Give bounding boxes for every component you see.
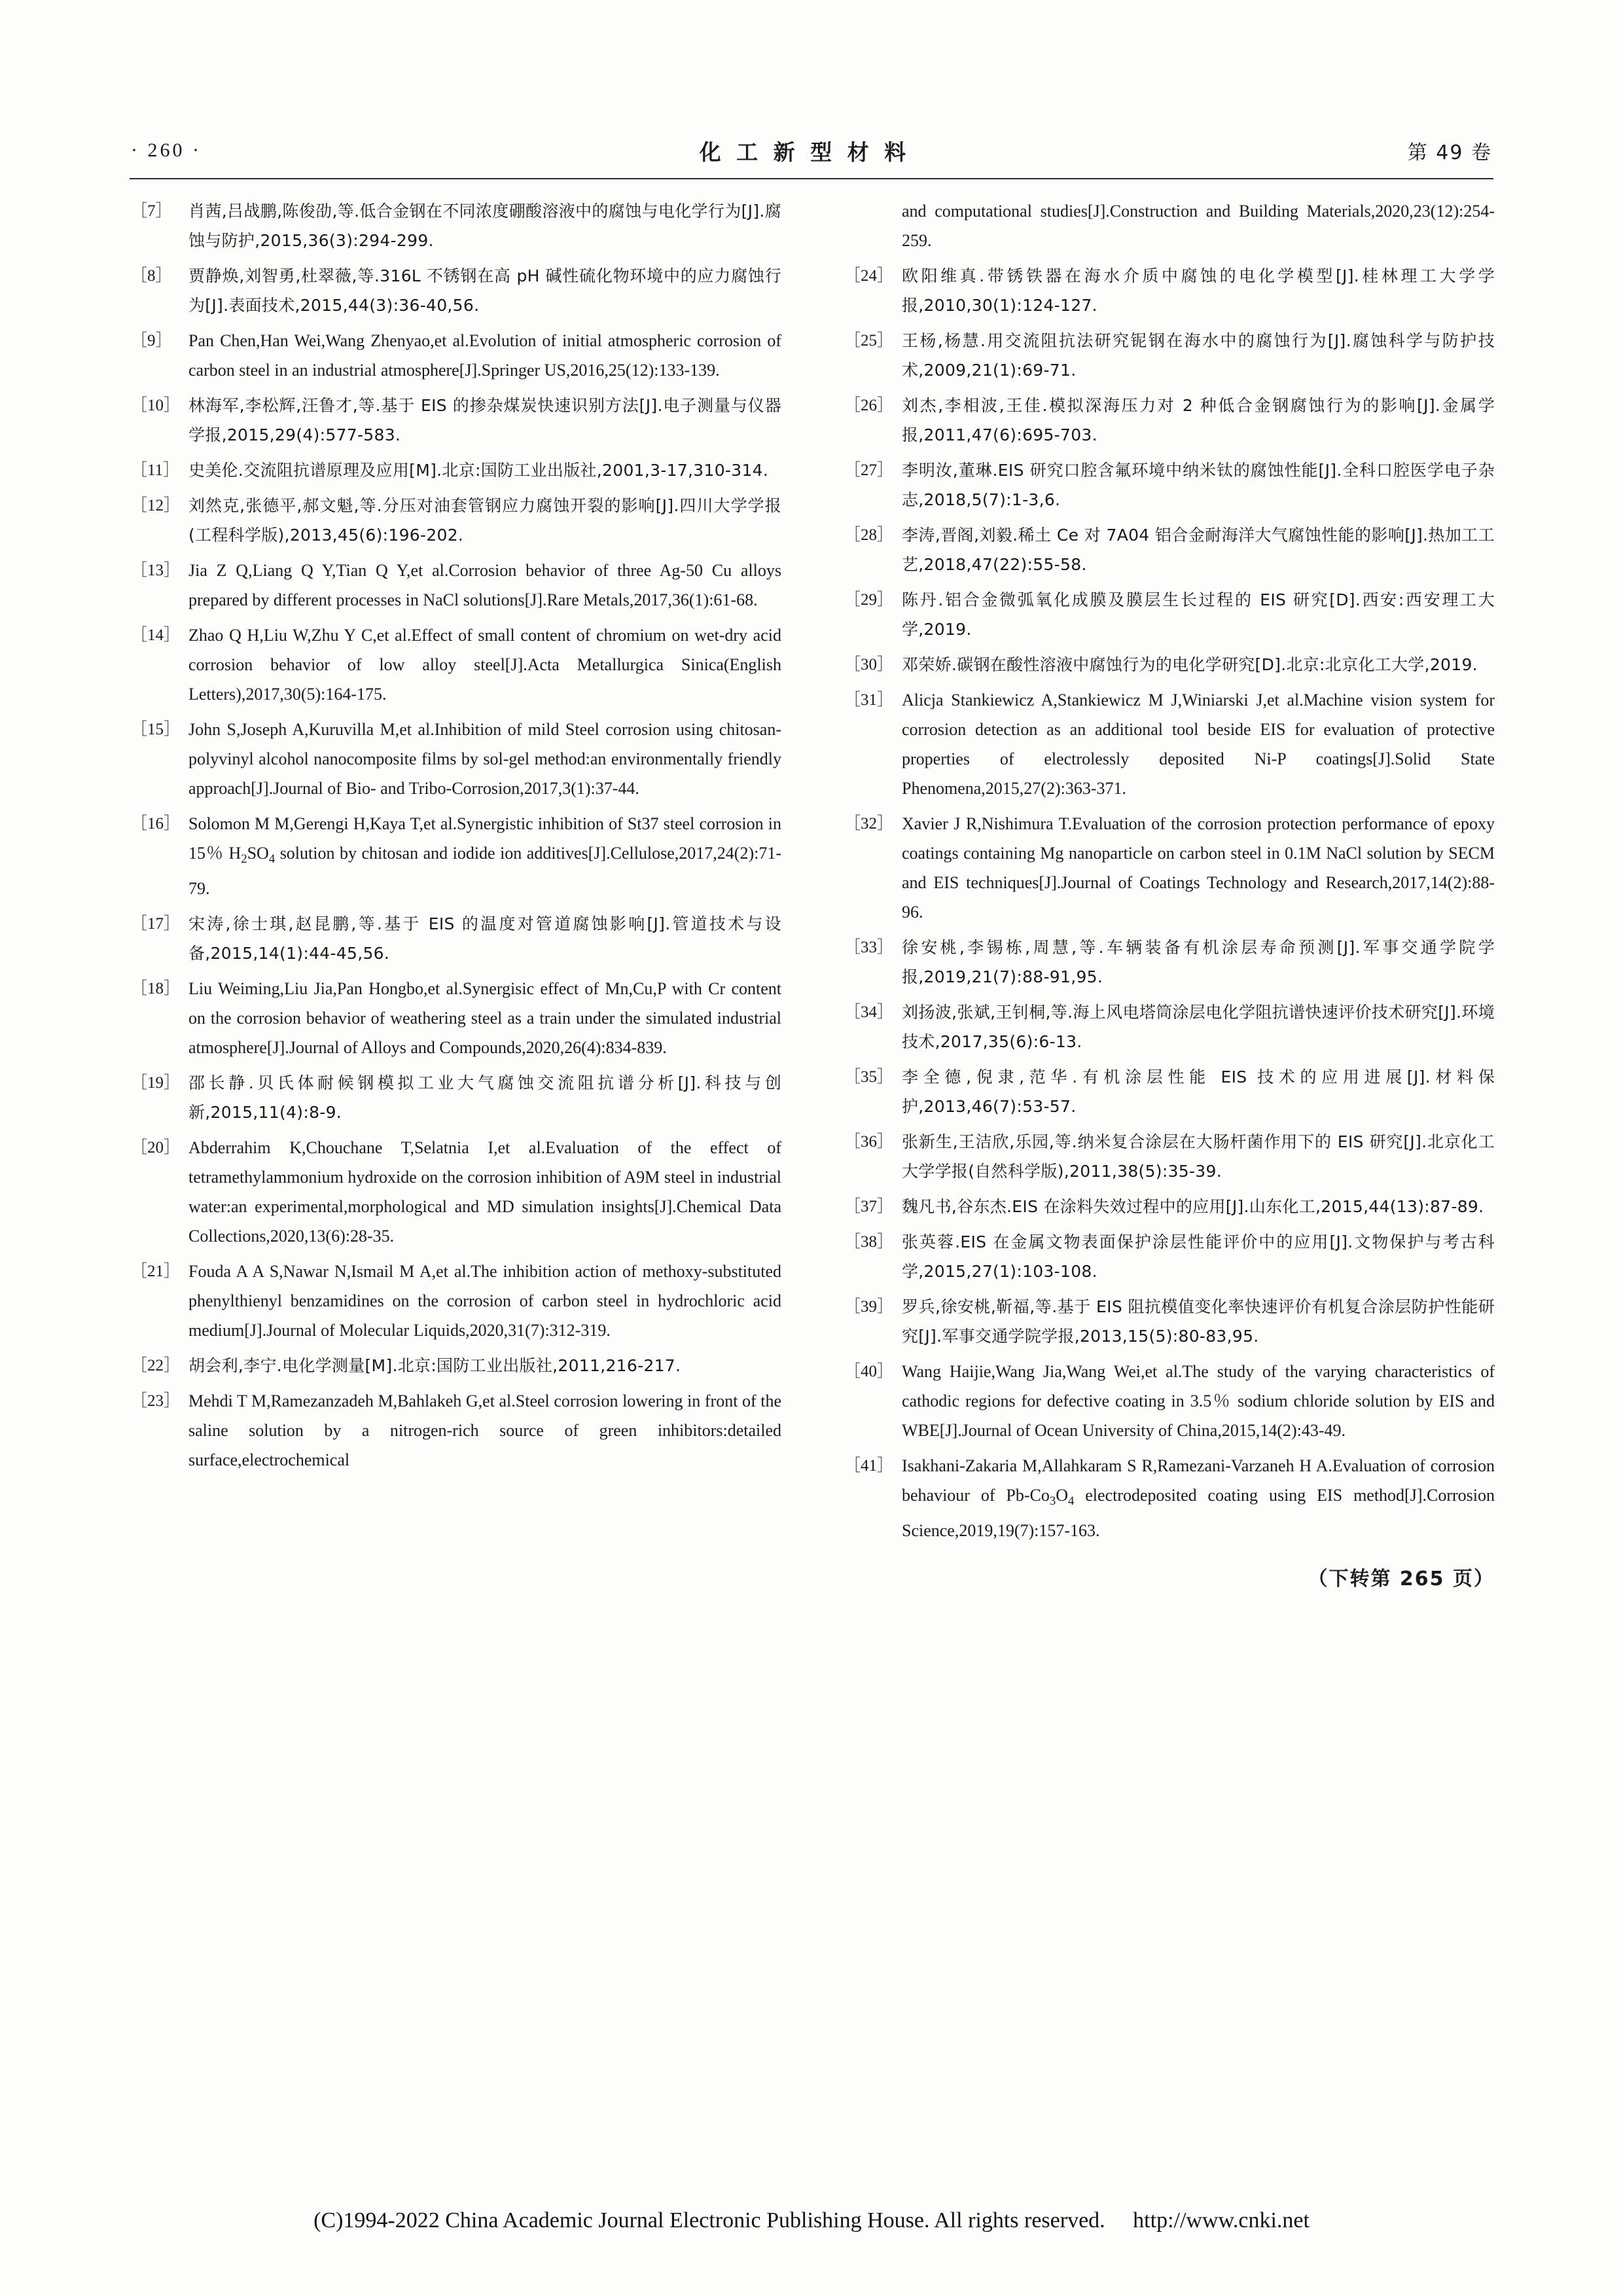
reference-text: 李明汝,董琳.EIS 研究口腔含氟环境中纳米钛的腐蚀性能[J].全科口腔医学电子杂志,2018,5(7):1-3,6. — [902, 461, 1495, 509]
footer — [0, 2208, 1623, 2233]
reference-number: ［14］ — [131, 626, 181, 644]
reference-number: ［11］ — [131, 461, 180, 479]
reference-number: ［23］ — [131, 1392, 181, 1410]
cnki-url[interactable]: http://www.cnki.net — [1133, 2208, 1310, 2233]
reference-text: 肖茜,吕战鹏,陈俊劭,等.低合金钢在不同浓度硼酸溶液中的腐蚀与电化学行为[J].腐蚀与防护,2015,36(3):294-299. — [188, 202, 781, 250]
reference-text: 王杨,杨慧.用交流阻抗法研究铌钢在海水中的腐蚀行为[J].腐蚀科学与防护技术,2009,21(1):69-71. — [902, 331, 1495, 380]
reference-number: ［26］ — [844, 397, 894, 414]
reference-entry — [131, 456, 781, 485]
reference-number: ［7］ — [131, 202, 172, 220]
reference-text: 罗兵,徐安桃,靳福,等.基于 EIS 阻抗模值变化率快速评价有机复合涂层防护性能研究[J].军事交通学院学报,2013,15(5):80-83,95. — [902, 1297, 1495, 1346]
reference-number: ［34］ — [844, 1003, 894, 1021]
reference-entry — [131, 909, 781, 968]
reference-entry — [844, 685, 1495, 803]
reference-text: Pan Chen,Han Wei,Wang Zhenyao,et al.Evolution of initial atmospheric corrosion of carbon steel in an industrial atmosphere[J].Springer US,2016,25(12):133-139. — [188, 331, 781, 380]
reference-entry — [131, 326, 781, 385]
reference-text: Wang Haijie,Wang Jia,Wang Wei,et al.The study of the varying characteristics of cathodic regions for defective coating in 3.5％ sodium chloride solution by EIS and WBE[J].Journal of Ocean University of China,2015,14(2):43-49. — [902, 1362, 1495, 1440]
reference-entry — [131, 1386, 781, 1475]
journal-title: 化 工 新 型 材 料 — [699, 139, 910, 165]
page-header — [131, 131, 1492, 170]
left-column — [131, 196, 781, 1591]
continuation-note: （下转第 265 页） — [1308, 1568, 1495, 1591]
reference-text: 贾静焕,刘智勇,杜翠薇,等.316L 不锈钢在高 pH 碱性硫化物环境中的应力腐蚀行为[J].表面技术,2015,44(3):36-40,56. — [188, 266, 781, 315]
page-number: · 260 · — [131, 139, 202, 161]
reference-entry — [131, 1351, 781, 1380]
reference-number: ［20］ — [131, 1139, 181, 1157]
reference-number: ［8］ — [131, 267, 172, 285]
reference-text: Alicja Stankiewicz A,Stankiewicz M J,Winiarski J,et al.Machine vision system for corrosion detection as an additional tool beside EIS for evaluation of protective properties of electrolessly deposited Ni-P coatings[J].Solid State Phenomena,2015,27(2):363-371. — [902, 691, 1495, 798]
right-column — [844, 196, 1495, 1591]
reference-text: 宋涛,徐士琪,赵昆鹏,等.基于 EIS 的温度对管道腐蚀影响[J].管道技术与设备,2015,14(1):44-45,56. — [188, 914, 781, 963]
reference-number: ［38］ — [844, 1233, 894, 1251]
reference-number: ［21］ — [131, 1263, 181, 1281]
reference-entry — [844, 520, 1495, 579]
reference-number: ［10］ — [131, 397, 181, 414]
reference-entry — [844, 1292, 1495, 1351]
reference-text: Solomon M M,Gerengi H,Kaya T,et al.Synergistic inhibition of St37 steel corrosion in 15％ $H_2SO_4$ solution by chitosan and iodide ion additives[J].Cellulose,2017,24(2):71-79. — [188, 814, 781, 899]
reference-number: ［15］ — [131, 721, 181, 738]
reference-number: ［35］ — [844, 1068, 894, 1086]
reference-text: 李涛,晋阁,刘毅.稀土 Ce 对 7A04 铝合金耐海洋大气腐蚀性能的影响[J].热加工工艺,2018,47(22):55-58. — [902, 526, 1495, 574]
reference-number: ［29］ — [844, 591, 894, 609]
reference-text: 欧阳维真.带锈铁器在海水介质中腐蚀的电化学模型[J].桂林理工大学学报,2010,30(1):124-127. — [902, 266, 1495, 315]
reference-entry — [844, 1451, 1495, 1545]
reference-text: Liu Weiming,Liu Jia,Pan Hongbo,et al.Synergisic effect of Mn,Cu,P with Cr content on the corrosion behavior of weathering steel as a train under the simulated industrial atmosphere[J].Journal of Alloys and Compounds,2020,26(4):834-839. — [188, 979, 781, 1058]
copyright-text: (C)1994-2022 China Academic Journal Electronic Publishing House. All rights reserved. — [313, 2208, 1105, 2233]
reference-number: ［25］ — [844, 332, 894, 350]
reference-entry — [131, 809, 781, 903]
reference-number: ［33］ — [844, 939, 894, 956]
reference-entry — [131, 1133, 781, 1251]
reference-text: 邵长静.贝氏体耐候钢模拟工业大气腐蚀交流阻抗谱分析[J].科技与创新,2015,11(4):8-9. — [188, 1073, 781, 1122]
reference-number: ［12］ — [131, 497, 181, 514]
reference-number: ［18］ — [131, 980, 181, 998]
reference-text: Zhao Q H,Liu W,Zhu Y C,et al.Effect of small content of chromium on wet-dry acid corrosion behavior of low alloy steel[J].Acta Metallurgica Sinica(English Letters),2017,30(5):164-175. — [188, 626, 781, 704]
volume-label: 第 49 卷 — [1407, 141, 1492, 164]
reference-entry — [844, 809, 1495, 927]
reference-number: ［17］ — [131, 915, 181, 933]
reference-number: ［19］ — [131, 1074, 181, 1092]
reference-text: 李全德,倪隶,范华.有机涂层性能 EIS 技术的应用进展[J].材料保护,2013,46(7):53-57. — [902, 1067, 1495, 1116]
reference-number: ［9］ — [131, 332, 172, 350]
reference-text: 刘杰,李相波,王佳.模拟深海压力对 2 种低合金钢腐蚀行为的影响[J].金属学报,2011,47(6):695-703. — [902, 396, 1495, 444]
reference-entry — [844, 585, 1495, 644]
reference-entry — [844, 1062, 1495, 1121]
reference-text: 徐安桃,李锡栋,周慧,等.车辆装备有机涂层寿命预测[J].军事交通学院学报,2019,21(7):88-91,95. — [902, 938, 1495, 986]
reference-entry — [844, 1192, 1495, 1221]
reference-entry — [131, 715, 781, 803]
reference-text: 邓荣娇.碳钢在酸性溶液中腐蚀行为的电化学研究[D].北京:北京化工大学,2019. — [902, 655, 1478, 674]
reference-entry — [131, 196, 781, 255]
reference-text: 张英蓉.EIS 在金属文物表面保护涂层性能评价中的应用[J].文物保护与考古科学,2015,27(1):103-108. — [902, 1232, 1495, 1281]
reference-number: ［27］ — [844, 461, 894, 479]
reference-entry — [131, 1257, 781, 1345]
reference-entry — [844, 456, 1495, 514]
reference-text: 张新生,王洁欣,乐园,等.纳米复合涂层在大肠杆菌作用下的 EIS 研究[J].北京化工大学学报(自然科学版),2011,38(5):35-39. — [902, 1132, 1495, 1181]
reference-columns — [131, 196, 1495, 1591]
reference-entry — [844, 1127, 1495, 1186]
reference-entry — [131, 391, 781, 450]
reference-number: ［28］ — [844, 526, 894, 544]
reference-number: ［13］ — [131, 562, 181, 579]
reference-number: ［40］ — [844, 1363, 894, 1380]
reference-entry — [131, 491, 781, 550]
reference-number: ［31］ — [844, 691, 894, 709]
reference-entry — [844, 196, 1495, 255]
reference-number: ［24］ — [844, 267, 894, 285]
reference-entry — [844, 1357, 1495, 1445]
reference-number: ［32］ — [844, 815, 894, 833]
reference-entry — [844, 261, 1495, 320]
reference-text: 刘然克,张德平,郝文魁,等.分压对油套管钢应力腐蚀开裂的影响[J].四川大学学报(工程科学版),2013,45(6):196-202. — [188, 496, 781, 545]
reference-entry — [844, 1227, 1495, 1286]
reference-number: ［30］ — [844, 656, 894, 673]
reference-text: Jia Z Q,Liang Q Y,Tian Q Y,et al.Corrosion behavior of three Ag-50 Cu alloys prepared by different processes in NaCl solutions[J].Rare Metals,2017,36(1):61-68. — [188, 561, 781, 609]
reference-entry — [131, 620, 781, 709]
reference-text: John S,Joseph A,Kuruvilla M,et al.Inhibition of mild Steel corrosion using chitosan-polyvinyl alcohol nanocomposite films by sol-gel method:an environmentally friendly approach[J].Journal of Bio- and Tribo-Corrosion,2017,3(1):37-44. — [188, 720, 781, 798]
reference-text: 林海军,李松辉,汪鲁才,等.基于 EIS 的掺杂煤炭快速识别方法[J].电子测量与仪器学报,2015,29(4):577-583. — [188, 396, 781, 444]
reference-text: Mehdi T M,Ramezanzadeh M,Bahlakeh G,et al.Steel corrosion lowering in front of the saline solution by a nitrogen-rich source of green inhibitors:detailed surface,electrochemical — [188, 1391, 781, 1470]
reference-entry — [844, 650, 1495, 679]
reference-text: 胡会利,李宁.电化学测量[M].北京:国防工业出版社,2011,216-217. — [188, 1356, 681, 1376]
reference-text: 刘扬波,张斌,王钊桐,等.海上风电塔筒涂层电化学阻抗谱快速评价技术研究[J].环境技术,2017,35(6):6-13. — [902, 1003, 1495, 1051]
reference-entry — [844, 326, 1495, 385]
reference-number: ［41］ — [844, 1457, 894, 1475]
reference-number: ［37］ — [844, 1198, 894, 1215]
reference-number: ［22］ — [131, 1357, 181, 1375]
reference-text: Xavier J R,Nishimura T.Evaluation of the corrosion protection performance of epoxy coatings containing Mg nanoparticle on carbon steel in 0.1M NaCl solution by SECM and EIS techniques[J].Journal of Coatings Technology and Research,2017,14(2):88-96. — [902, 814, 1495, 922]
reference-entry — [844, 391, 1495, 450]
reference-entry — [131, 974, 781, 1062]
reference-entry — [844, 997, 1495, 1056]
reference-text: Fouda A A S,Nawar N,Ismail M A,et al.The inhibition action of methoxy-substituted phenylthienyl benzamidines on the corrosion of carbon steel in hydrochloric acid medium[J].Journal of Molecular Liquids,2020,31(7):312-319. — [188, 1262, 781, 1340]
reference-text: 史美伦.交流阻抗谱原理及应用[M].北京:国防工业出版社,2001,3-17,310-314. — [188, 461, 769, 480]
reference-number: ［36］ — [844, 1133, 894, 1151]
reference-text: Abderrahim K,Chouchane T,Selatnia I,et al.Evaluation of the effect of tetramethylammonium hydroxide on the corrosion inhibition of A9M steel in industrial water:an experimental,morphological and MD simulation insights[J].Chemical Data Collections,2020,13(6):28-35. — [188, 1138, 781, 1246]
reference-number: ［16］ — [131, 815, 181, 833]
reference-text: 魏凡书,谷东杰.EIS 在涂料失效过程中的应用[J].山东化工,2015,44(13):87-89. — [902, 1197, 1484, 1216]
reference-entry — [131, 261, 781, 320]
reference-entry — [131, 1068, 781, 1127]
reference-text: Isakhani-Zakaria M,Allahkaram S R,Ramezani-Varzaneh H A.Evaluation of corrosion behaviour of $Pb-Co_3O_4$ electrodeposited coating using EIS method[J].Corrosion Science,2019,19(7):157-163. — [902, 1456, 1495, 1541]
reference-entry — [131, 556, 781, 615]
reference-text: and computational studies[J].Construction and Building Materials,2020,23(12):254-259. — [902, 202, 1495, 250]
reference-entry — [844, 933, 1495, 992]
reference-number: ［39］ — [844, 1298, 894, 1316]
header-divider — [130, 178, 1493, 179]
reference-text: 陈丹.铝合金微弧氧化成膜及膜层生长过程的 EIS 研究[D].西安:西安理工大学,2019. — [902, 590, 1495, 639]
